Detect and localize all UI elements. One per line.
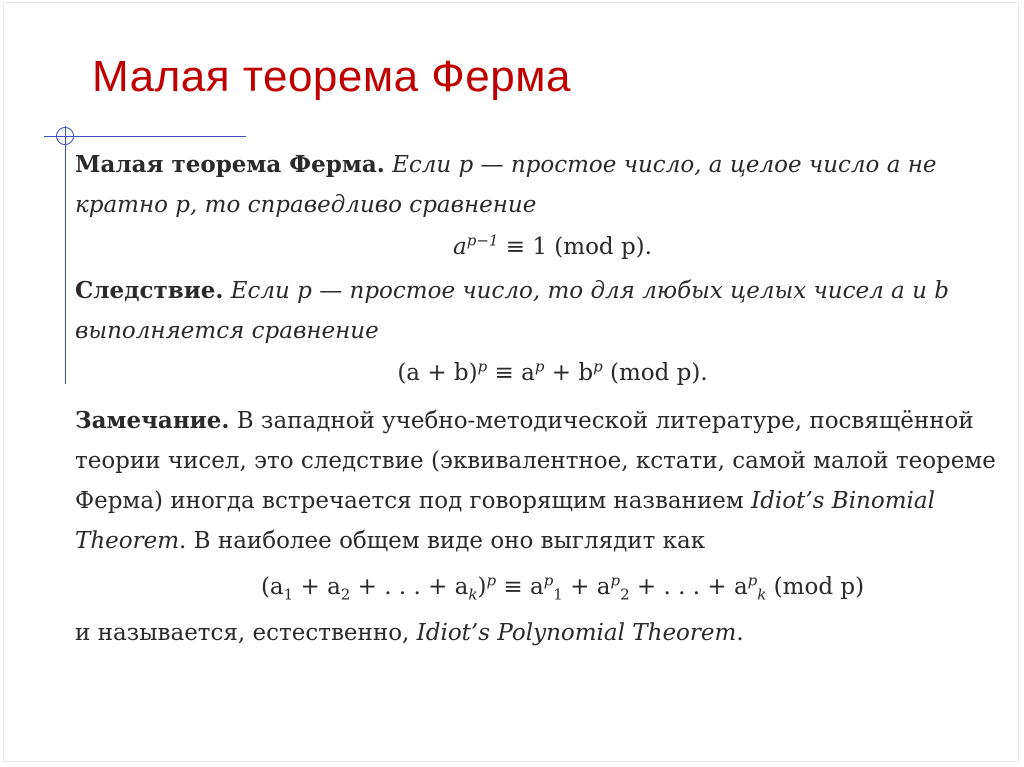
remark-end: .: [736, 620, 744, 646]
formula-plus: + b: [544, 360, 594, 386]
theorem-formula: [75, 233, 1010, 261]
corollary-label: Следствие.: [75, 277, 224, 304]
rf-open: (a: [260, 574, 284, 600]
theorem-text: Если p — простое число, а целое число a не кратно p, то справедливо сравнение: [75, 152, 937, 218]
remark-name-2: Idiot’s Polynomial Theorem: [416, 620, 737, 646]
remark-formula: [75, 571, 1010, 604]
formula-rest: (mod p).: [602, 360, 708, 386]
remark-text-2: . В наиболее общем виде оно выглядит как: [179, 528, 706, 554]
rf-eksub: k: [757, 585, 767, 604]
rf-sub1: 1: [283, 585, 294, 604]
remark-name-1: Idiot’s Binomial Theorem: [75, 488, 935, 554]
remark-label: Замечание.: [75, 407, 230, 434]
rf-p2: + . . . + a: [350, 574, 469, 600]
formula-b-exp: p: [593, 357, 603, 376]
formula-lhs: (a + b): [397, 360, 478, 386]
rf-p1: + a: [293, 574, 341, 600]
document-body: [75, 145, 1010, 653]
formula-mid: ≡ a: [487, 360, 535, 386]
rf-e2sup: p: [610, 571, 621, 590]
rf-eq: ≡ a: [496, 574, 544, 600]
corollary-text: Если p — простое число, то для любых целых чисел a и b выполняется сравнение: [75, 278, 949, 344]
decorative-circle-icon: [56, 127, 74, 145]
rf-e2sub: 2: [620, 585, 630, 604]
corollary-formula: [75, 359, 1010, 387]
rf-q2: + . . . + a: [629, 574, 748, 600]
remark-text-3: и называется, естественно,: [75, 620, 410, 646]
theorem-label: Малая теорема Ферма.: [75, 151, 385, 178]
decorative-horizontal-line: [44, 136, 246, 137]
rf-eksup: p: [747, 571, 758, 590]
remark-paragraph: [75, 401, 1010, 561]
slide-title: Малая теорема Ферма: [92, 52, 571, 101]
formula-rest: ≡ 1 (mod p).: [498, 234, 652, 260]
formula-a-exp: p: [534, 357, 545, 376]
rf-exp: p: [486, 571, 497, 590]
corollary-paragraph: [75, 271, 1010, 351]
rf-subk: k: [468, 585, 478, 604]
rf-sub2: 2: [340, 585, 351, 604]
rf-e1sub: 1: [553, 585, 563, 604]
decorative-vertical-line: [65, 126, 66, 384]
rf-rest: (mod p): [766, 574, 865, 600]
conclusion-paragraph: [75, 613, 1010, 653]
remark-text-1: В западной учебно-методической литературе, посвящённой теории чисел, это следствие (эквивалентное, кстати, самой малой теореме Ферма) иногда встречается под говорящим названием: [75, 408, 996, 514]
formula-lhs-exp: p: [477, 357, 488, 376]
rf-q1: + a: [562, 574, 611, 600]
rf-close: ): [477, 574, 487, 600]
formula-base: a: [453, 234, 467, 260]
formula-exponent: p−1: [466, 231, 499, 250]
rf-e1sup: p: [543, 571, 554, 590]
theorem-paragraph: [75, 145, 1010, 225]
